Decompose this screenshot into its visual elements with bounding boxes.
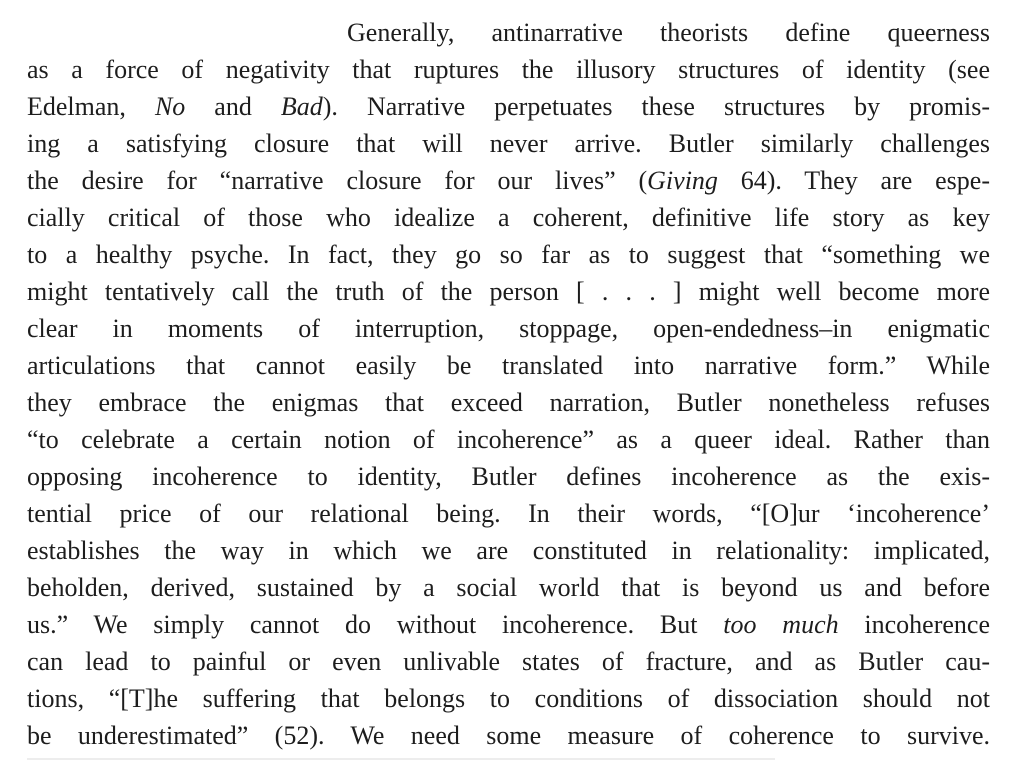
italic-text-segment: Bad (280, 92, 323, 121)
text-line (27, 125, 990, 162)
text-line (27, 51, 990, 88)
text-segment: beholden, derived, sustained by a social world that is beyond us and before (27, 573, 990, 602)
text-line (27, 606, 990, 643)
text-line (27, 199, 990, 236)
text-line (27, 680, 990, 717)
italic-text-segment: No (154, 92, 186, 121)
italic-text-segment: Giving (647, 166, 718, 195)
text-segment: ing a satisfying closure that will never arrive. Butler similarly challenges (27, 129, 990, 158)
body-text-block (27, 14, 990, 754)
text-segment: opposing incoherence to identity, Butler defines incoherence as the exis- (27, 462, 990, 491)
text-segment: articulations that cannot easily be translated into narrative form.” While (27, 351, 990, 380)
text-segment: “to celebrate a certain notion of incoherence” as a queer ideal. Rather than (27, 425, 990, 454)
text-line (27, 88, 990, 125)
text-line (27, 273, 990, 310)
text-line (27, 495, 990, 532)
text-segment: might tentatively call the truth of the person [ . . . ] might well become more (27, 277, 990, 306)
text-segment: incoherence (838, 610, 990, 639)
text-segment: Generally, antinarrative theorists define queerness (347, 18, 990, 47)
text-line (27, 347, 990, 384)
text-segment: be underestimated” (52). We need some measure of coherence to survive. (27, 721, 990, 750)
text-line (27, 421, 990, 458)
text-segment: tions, “[T]he suffering that belongs to conditions of dissociation should not (27, 684, 990, 713)
text-segment: they embrace the enigmas that exceed narration, Butler nonetheless refuses (27, 388, 990, 417)
text-segment: 64). They are espe- (717, 166, 990, 195)
text-line (27, 717, 990, 754)
text-segment: establishes the way in which we are constituted in relationality: implicated, (27, 536, 990, 565)
text-segment: us.” We simply cannot do without incoherence. But (27, 610, 724, 639)
text-line (27, 162, 990, 199)
text-segment: ). Narrative perpetuates these structures by promis- (322, 92, 990, 121)
text-line (27, 384, 990, 421)
text-segment: tential price of our relational being. In their words, “[O]ur ‘incoherence’ (27, 499, 990, 528)
text-line (27, 569, 990, 606)
text-segment: clear in moments of interruption, stoppage, open-endedness–in enigmatic (27, 314, 990, 343)
text-segment: as a force of negativity that ruptures the illusory structures of identity (see (27, 55, 990, 84)
text-line (27, 14, 990, 51)
scan-artifact-line (27, 758, 775, 760)
text-segment: to a healthy psyche. In fact, they go so far as to suggest that “something we (27, 240, 990, 269)
text-segment: cially critical of those who idealize a coherent, definitive life story as key (27, 203, 990, 232)
text-line (27, 458, 990, 495)
text-segment: and (185, 92, 281, 121)
text-line (27, 236, 990, 273)
text-segment: can lead to painful or even unlivable states of fracture, and as Butler cau- (27, 647, 990, 676)
text-segment: the desire for “narrative closure for our lives” ( (27, 166, 648, 195)
text-line (27, 532, 990, 569)
italic-text-segment: too much (723, 610, 839, 639)
text-line (27, 310, 990, 347)
text-segment: Edelman, (27, 92, 155, 121)
text-line (27, 643, 990, 680)
